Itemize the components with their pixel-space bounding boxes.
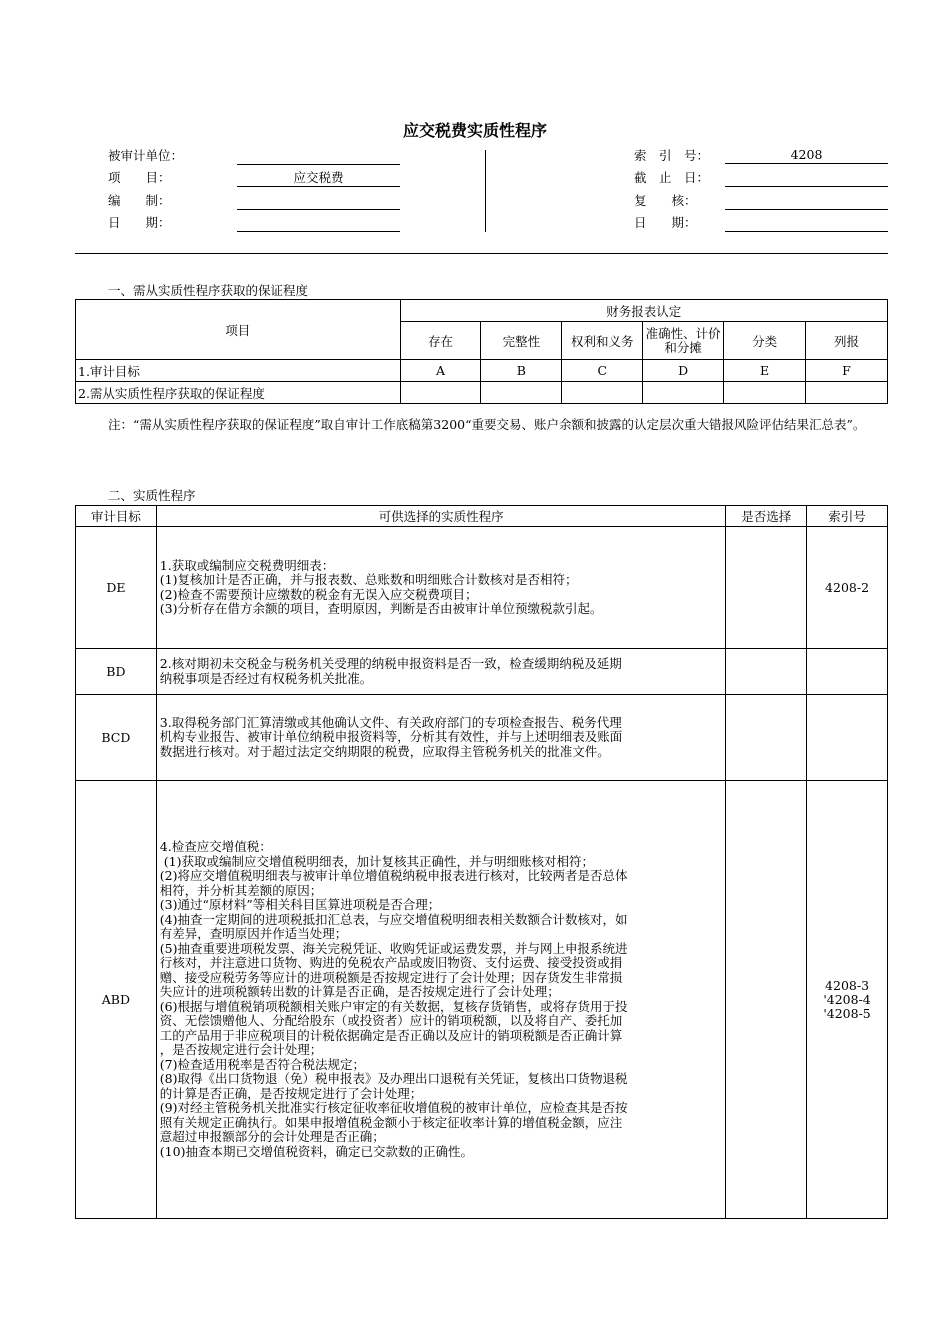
column-header: 审计目标: [76, 506, 157, 527]
text-line: 赠、接受应税劳务等应计的进项税额是否按规定进行了会计处理；因存货发生非常损: [159, 969, 623, 985]
table-cell[interactable]: [643, 382, 724, 404]
text-line: 有差异，查明原因并作适当处理；: [159, 926, 348, 941]
row-label: 1.审计目标: [76, 360, 401, 382]
text-line: (3)通过“原材料”等相关科目匡算进项税是否合理；: [159, 897, 441, 912]
table-cell: B: [481, 360, 562, 382]
section2-heading: 二、实质性程序: [108, 488, 196, 503]
header-value-entity[interactable]: [237, 147, 400, 165]
table-cell: A: [400, 360, 481, 382]
assurance-table: [75, 299, 888, 404]
procedure-text: [156, 695, 726, 781]
index-cell: 4208-2: [807, 527, 888, 649]
index-cell: [807, 781, 888, 1219]
text-line: 3.取得税务部门汇算清缴或其他确认文件、有关政府部门的专项检查报告、税务代理: [159, 714, 622, 730]
note-text: 注：“需从实质性程序获取的保证程度”取自审计工作底稿第3200“重要交易、账户余额和披露的认定层次重大错报风险评估结果汇总表”。: [108, 417, 866, 432]
text-line: 照有关规定正确执行。如果申报增值税金额小于核定征收率计算的增值税金额，应注: [159, 1114, 623, 1130]
table-cell[interactable]: [562, 382, 643, 404]
procedure-lines: [160, 657, 723, 686]
procedure-lines: [160, 840, 723, 1159]
assertion-header: 存在: [400, 322, 481, 360]
selection-cell[interactable]: [726, 649, 807, 695]
text-line: 的计算是否正确，是否按规定进行了会计处理；: [159, 1085, 423, 1101]
header-label-cutoff: 截 止 日：: [634, 170, 710, 185]
header-value-reviewer[interactable]: [725, 192, 888, 210]
assertion-header: 列报: [806, 322, 888, 360]
assertion-header: 完整性: [481, 322, 562, 360]
assertion-header: 分类: [724, 322, 806, 360]
column-header: 可供选择的实质性程序: [156, 506, 726, 527]
table-cell[interactable]: [481, 382, 562, 404]
text-line: (5)抽查重要进项税发票、海关完税凭证、收购凭证或运费发票，并与网上申报系统进: [159, 940, 628, 956]
selection-cell[interactable]: [726, 781, 807, 1219]
table-row: [76, 527, 888, 649]
header-value-review-date[interactable]: [725, 214, 888, 232]
text-line: (3)分析存在借方余额的项目，查明原因，判断是否由被审计单位预缴税款引起。: [159, 601, 603, 616]
column-header: 索引号: [807, 506, 888, 527]
header-rule: [75, 253, 888, 254]
text-line: 失应计的进项税额转出数的计算是否正确，是否按规定进行了会计处理；: [159, 984, 560, 999]
row-label: 2.需从实质性程序获取的保证程度: [76, 382, 401, 404]
header-value-cutoff[interactable]: [725, 169, 888, 187]
header-label-entity: 被审计单位：: [108, 148, 184, 163]
text-line: (1)复核加计是否正确，并与报表数、总账数和明细账合计数核对是否相符；: [159, 572, 578, 587]
page-title: 应交税费实质性程序: [402, 121, 547, 140]
index-cell: [807, 649, 888, 695]
assertions-group-header: 财务报表认定: [400, 300, 887, 322]
table-cell: F: [806, 360, 888, 382]
index-cell: [807, 695, 888, 781]
text-line: 4208-3: [825, 977, 870, 993]
selection-cell[interactable]: [726, 527, 807, 649]
text-line: (4)抽查一定期间的进项税抵扣汇总表，与应交增值税明细表相关数额合计数核对，如: [159, 911, 628, 927]
header-label-preparer: 编 制：: [108, 193, 171, 208]
header-divider: [485, 150, 486, 232]
text-line: ，是否按规定进行会计处理；: [159, 1042, 323, 1057]
procedure-text: [156, 649, 726, 695]
text-line: (2)检查不需要预计应缴数的税金有无误入应交税费项目；: [159, 586, 478, 602]
table-row: [76, 695, 888, 781]
procedure-text: [156, 781, 726, 1219]
text-line: (8)取得《出口货物退（免）税申报表》及办理出口退税有关凭证，复核出口货物退税: [159, 1071, 628, 1086]
audit-target: BD: [76, 649, 157, 695]
header-value-date[interactable]: [237, 214, 400, 232]
header-value-index[interactable]: 4208: [725, 146, 888, 164]
procedure-text: [156, 527, 726, 649]
procedures-table: [75, 505, 888, 1219]
header-label-reviewer: 复 核：: [634, 193, 697, 208]
assurance-item-header: 项目: [76, 300, 401, 360]
audit-target: BCD: [76, 695, 157, 781]
text-line: 意超过申报额部分的会计处理是否正确；: [159, 1129, 385, 1144]
text-line: 行核对，并注意进口货物、购进的免税农产品或废旧物资、支付运费、接受投资或捐: [159, 955, 623, 970]
text-line: (10)抽查本期已交增值税资料，确定已交款数的正确性。: [159, 1143, 473, 1159]
text-line: 机构专业报告、被审计单位纳税申报资料等，分析其有效性，并与上述明细表及账面: [159, 729, 623, 745]
procedure-lines: [160, 559, 723, 617]
text-line: 工的产品用于非应税项目的计税依据确定是否正确以及应计的销项税额是否正确计算: [159, 1027, 623, 1043]
column-header: 是否选择: [726, 506, 807, 527]
text-line: 数据进行核对。对于超过法定交纳期限的税费，应取得主管税务机关的批准文件。: [159, 743, 610, 759]
index-lines: [807, 979, 887, 1021]
table-row: [76, 382, 888, 404]
text-line: (9)对经主管税务机关批准实行核定征收率征收增值税的被审计单位，应检查其是否按: [159, 1100, 628, 1115]
audit-target: ABD: [76, 781, 157, 1219]
table-cell: C: [562, 360, 643, 382]
table-cell[interactable]: [724, 382, 806, 404]
header-label-index: 索 引 号：: [634, 148, 710, 163]
header-label-review-date: 日 期：: [634, 215, 697, 230]
text-line: 资、无偿馈赠他人、分配给股东（或投资者）应计的销项税额，以及将自产、委托加: [159, 1013, 623, 1028]
table-cell: D: [643, 360, 724, 382]
table-row: [76, 781, 888, 1219]
text-line: (2)将应交增值税明细表与被审计单位增值税纳税申报表进行核对，比较两者是否总体: [159, 868, 628, 883]
header-label-item: 项 目：: [108, 170, 171, 185]
text-line: '4208-5: [823, 1005, 871, 1021]
procedure-lines: [160, 716, 723, 760]
assertion-header: 权利和义务: [562, 322, 643, 360]
text-line: (1)获取或编制应交增值税明细表，加计复核其正确性，并与明细账核对相符；: [159, 853, 594, 869]
text-line: (7)检查适用税率是否符合税法规定；: [159, 1056, 365, 1072]
assertion-header: 准确性、计价和分摊: [643, 322, 724, 360]
audit-target: DE: [76, 527, 157, 649]
text-line: 1.获取或编制应交税费明细表：: [159, 557, 335, 573]
header-value-preparer[interactable]: [237, 192, 400, 210]
text-line: (6)根据与增值税销项税额相关账户审定的有关数据，复核存货销售，或将存货用于投: [159, 998, 628, 1014]
header-label-date: 日 期：: [108, 215, 171, 230]
text-line: 4.检查应交增值税：: [159, 839, 272, 854]
table-row: [76, 360, 888, 382]
text-line: 纳税事项是否经过有权税务机关批准。: [159, 670, 373, 686]
table-cell[interactable]: [806, 382, 888, 404]
text-line: 相符，并分析其差额的原因；: [159, 882, 323, 898]
table-cell: E: [724, 360, 806, 382]
text-line: '4208-4: [823, 991, 871, 1007]
selection-cell[interactable]: [726, 695, 807, 781]
table-cell[interactable]: [400, 382, 481, 404]
text-line: 2.核对期初未交税金与税务机关受理的纳税申报资料是否一致，检查缓期纳税及延期: [159, 656, 622, 671]
header-value-item[interactable]: 应交税费: [237, 169, 400, 187]
section1-heading: 一、需从实质性程序获取的保证程度: [108, 283, 309, 298]
table-row: [76, 649, 888, 695]
